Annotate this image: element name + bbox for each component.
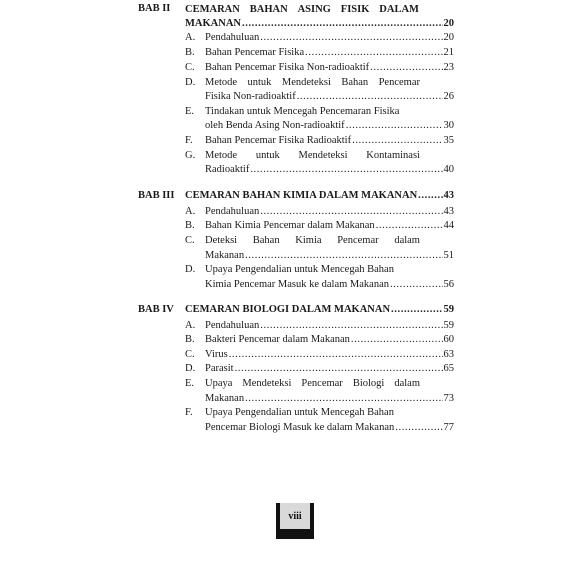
page-ref: 43 (443, 206, 454, 217)
toc-entry: Upaya Pengendalian untuk Mencegah Bahan (205, 264, 394, 275)
toc-entry: Parasit ..... 65 (205, 362, 454, 376)
chapter-title: CEMARAN BAHAN KIMIA DALAM MAKANAN ..... 43 (185, 189, 454, 203)
page-ref: 40 (443, 164, 454, 175)
page-ref: 51 (443, 250, 454, 261)
dot-leader (245, 249, 442, 263)
page-ref: 44 (443, 220, 454, 231)
dot-leader (235, 362, 443, 376)
chapter-label: BAB III (138, 190, 175, 201)
chapter-label: BAB IV (138, 304, 174, 315)
chapter-title: CEMARAN BIOLOGI DALAM MAKANAN ..... 59 (185, 303, 454, 317)
toc-entry: Pendahuluan ..... 20 (205, 31, 454, 45)
toc-entry: Virus ..... 63 (205, 348, 454, 362)
dot-leader (229, 348, 443, 362)
toc-entry-cont: Makanan ..... 73 (205, 392, 454, 406)
item-letter: C. (185, 62, 195, 73)
page-ref: 43 (443, 190, 454, 201)
page-ref: 26 (443, 91, 454, 102)
page-ref: 23 (443, 62, 454, 73)
chapter-title-line: MAKANAN ..... 20 (185, 17, 454, 31)
item-letter: F. (185, 407, 193, 418)
dot-leader (260, 319, 442, 333)
dot-leader (352, 134, 442, 148)
item-letter: D. (185, 264, 196, 275)
dot-leader (418, 189, 442, 203)
page-ref: 77 (443, 422, 454, 433)
page-ref: 21 (443, 47, 454, 58)
item-letter: A. (185, 32, 196, 43)
title-word: ASING (297, 4, 331, 15)
chapter-title (185, 3, 419, 17)
dot-leader (305, 46, 442, 60)
page-ref: 59 (443, 320, 454, 331)
title-word: CEMARAN (185, 4, 240, 15)
item-letter: B. (185, 47, 195, 58)
page-ref: 60 (443, 334, 454, 345)
toc-entry-cont: Pencemar Biologi Masuk ke dalam Makanan ..... 77 (205, 421, 454, 435)
title-word: FISIK (340, 4, 370, 15)
toc-entry: Pendahuluan ..... 59 (205, 319, 454, 333)
page-ref: 65 (443, 363, 454, 374)
dot-leader (260, 205, 442, 219)
toc-entry-justified: Metode untuk Mendeteksi Bahan Pencemar (205, 77, 420, 88)
item-letter: G. (185, 150, 196, 161)
toc-entry: Bahan Kimia Pencemar dalam Makanan ..... 44 (205, 219, 454, 233)
dot-leader (395, 421, 442, 435)
page-ref: 20 (443, 32, 454, 43)
item-letter: A. (185, 320, 196, 331)
item-letter: B. (185, 334, 195, 345)
toc-entry-cont: oleh Benda Asing Non-radioaktif ..... 30 (205, 119, 454, 133)
toc-entry: Upaya Pengendalian untuk Mencegah Bahan (205, 407, 394, 418)
item-letter: A. (185, 206, 196, 217)
item-letter: F. (185, 135, 193, 146)
page-number: viii (280, 503, 310, 529)
page-ref: 59 (443, 304, 454, 315)
page-ref: 30 (443, 120, 454, 131)
toc-entry-justified: Metode untuk Mendeteksi Kontaminasi (205, 150, 420, 161)
item-letter: D. (185, 363, 196, 374)
dot-leader (250, 163, 442, 177)
dot-leader (245, 392, 442, 406)
chapter-label: BAB II (138, 3, 171, 14)
dot-leader (297, 90, 443, 104)
dot-leader (376, 219, 443, 233)
title-word: DALAM (379, 4, 419, 15)
dot-leader (260, 31, 442, 45)
item-letter: D. (185, 77, 196, 88)
toc-entry: Pendahuluan ..... 43 (205, 205, 454, 219)
item-letter: C. (185, 235, 195, 246)
dot-leader (346, 119, 443, 133)
toc-entry: Tindakan untuk Mencegah Pencemaran Fisika (205, 106, 400, 117)
page-ref: 56 (443, 279, 454, 290)
dot-leader (351, 333, 443, 347)
toc-entry-cont: Fisika Non-radioaktif ..... 26 (205, 90, 454, 104)
page-ref: 20 (443, 18, 454, 29)
item-letter: B. (185, 220, 195, 231)
page-ref: 35 (443, 135, 454, 146)
dot-leader (391, 303, 442, 317)
dot-leader (390, 278, 443, 292)
dot-leader (370, 61, 442, 75)
toc-entry-cont: Kimia Pencemar Masuk ke dalam Makanan ..... 56 (205, 278, 454, 292)
item-letter: E. (185, 378, 195, 389)
toc-entry-justified: Upaya Mendeteksi Pencemar Biologi dalam (205, 378, 420, 389)
toc-entry-justified: Deteksi Bahan Kimia Pencemar dalam (205, 235, 420, 246)
page-ref: 73 (443, 393, 454, 404)
toc-entry: Bahan Pencemar Fisika Non-radioaktif ..... 23 (205, 61, 454, 75)
toc-entry: Bahan Pencemar Fisika Radioaktif ..... 35 (205, 134, 454, 148)
toc-entry-cont: Radioaktif ..... 40 (205, 163, 454, 177)
toc-entry: Bakteri Pencemar dalam Makanan ..... 60 (205, 333, 454, 347)
dot-leader (242, 17, 443, 31)
title-word: BAHAN (249, 4, 288, 15)
item-letter: C. (185, 349, 195, 360)
item-letter: E. (185, 106, 195, 117)
page-ref: 63 (443, 349, 454, 360)
toc-entry: Bahan Pencemar Fisika ..... 21 (205, 46, 454, 60)
toc-entry-cont: Makanan ..... 51 (205, 249, 454, 263)
